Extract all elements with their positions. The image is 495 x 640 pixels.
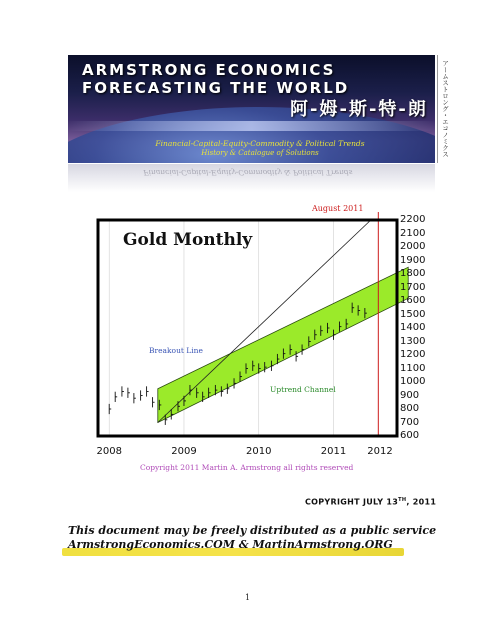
banner-title-line2: FORECASTING THE WORLD [82, 79, 350, 97]
copyright-text: COPYRIGHT JULY 13 [305, 497, 399, 507]
plot-area [98, 220, 397, 436]
banner-title-line1: ARMSTRONG ECONOMICS [82, 61, 336, 79]
y-tick-label: 1100 [400, 362, 426, 374]
marker-label: August 2011 [312, 204, 364, 213]
breakout-label: Breakout Line [149, 346, 203, 355]
y-tick-label: 700 [400, 416, 420, 428]
y-tick-label: 800 [400, 403, 420, 414]
y-tick-label: 1200 [400, 349, 426, 360]
y-tick-label: 1700 [400, 281, 426, 293]
y-tick-label: 1500 [400, 308, 426, 320]
y-tick-label: 2100 [400, 227, 426, 239]
x-tick-label: 2012 [367, 446, 393, 457]
uptrend-label: Uptrend Channel [270, 385, 336, 394]
x-tick-label: 2008 [96, 446, 122, 457]
y-tick-label: 1300 [400, 335, 426, 347]
x-tick-label: 2011 [320, 446, 347, 457]
y-tick-label: 2000 [400, 241, 426, 252]
reflection-text: Financial-Capital-Equity-Commodity & Political Trends [143, 168, 353, 177]
banner-subtitle: History & Catalogue of Solutions [201, 149, 319, 157]
banner-tagline: Financial-Capital-Equity-Commodity & Political Trends [155, 139, 365, 148]
y-tick-label: 1900 [400, 254, 426, 266]
y-tick-label: 600 [400, 430, 420, 441]
y-tick-label: 1000 [400, 376, 426, 387]
banner-vertical-text: アームストロング・エコノミクス [441, 60, 449, 158]
y-tick-label: 1800 [400, 268, 426, 279]
y-tick-label: 1600 [400, 295, 426, 306]
x-tick-label: 2010 [245, 446, 272, 457]
document-copyright [305, 497, 436, 507]
copyright-suffix: TH [398, 497, 407, 503]
chart-copyright: Copyright 2011 Martin A. Armstrong all rights reserved [140, 463, 354, 472]
banner-cjk-text: 阿-姆-斯-特-朗 [290, 99, 428, 120]
chart-title: Gold Monthly [123, 230, 253, 250]
y-tick-label: 1400 [400, 322, 426, 333]
y-tick-label: 900 [400, 389, 420, 401]
y-tick-label: 2200 [400, 214, 426, 225]
copyright-year: , 2011 [406, 497, 437, 507]
distribution-note: This document may be freely distributed as a public service [68, 524, 437, 537]
x-tick-label: 2009 [171, 446, 197, 457]
website-links[interactable]: ArmstrongEconomics.COM & MartinArmstrong.ORG [68, 538, 393, 551]
page-number: 1 [244, 593, 251, 602]
